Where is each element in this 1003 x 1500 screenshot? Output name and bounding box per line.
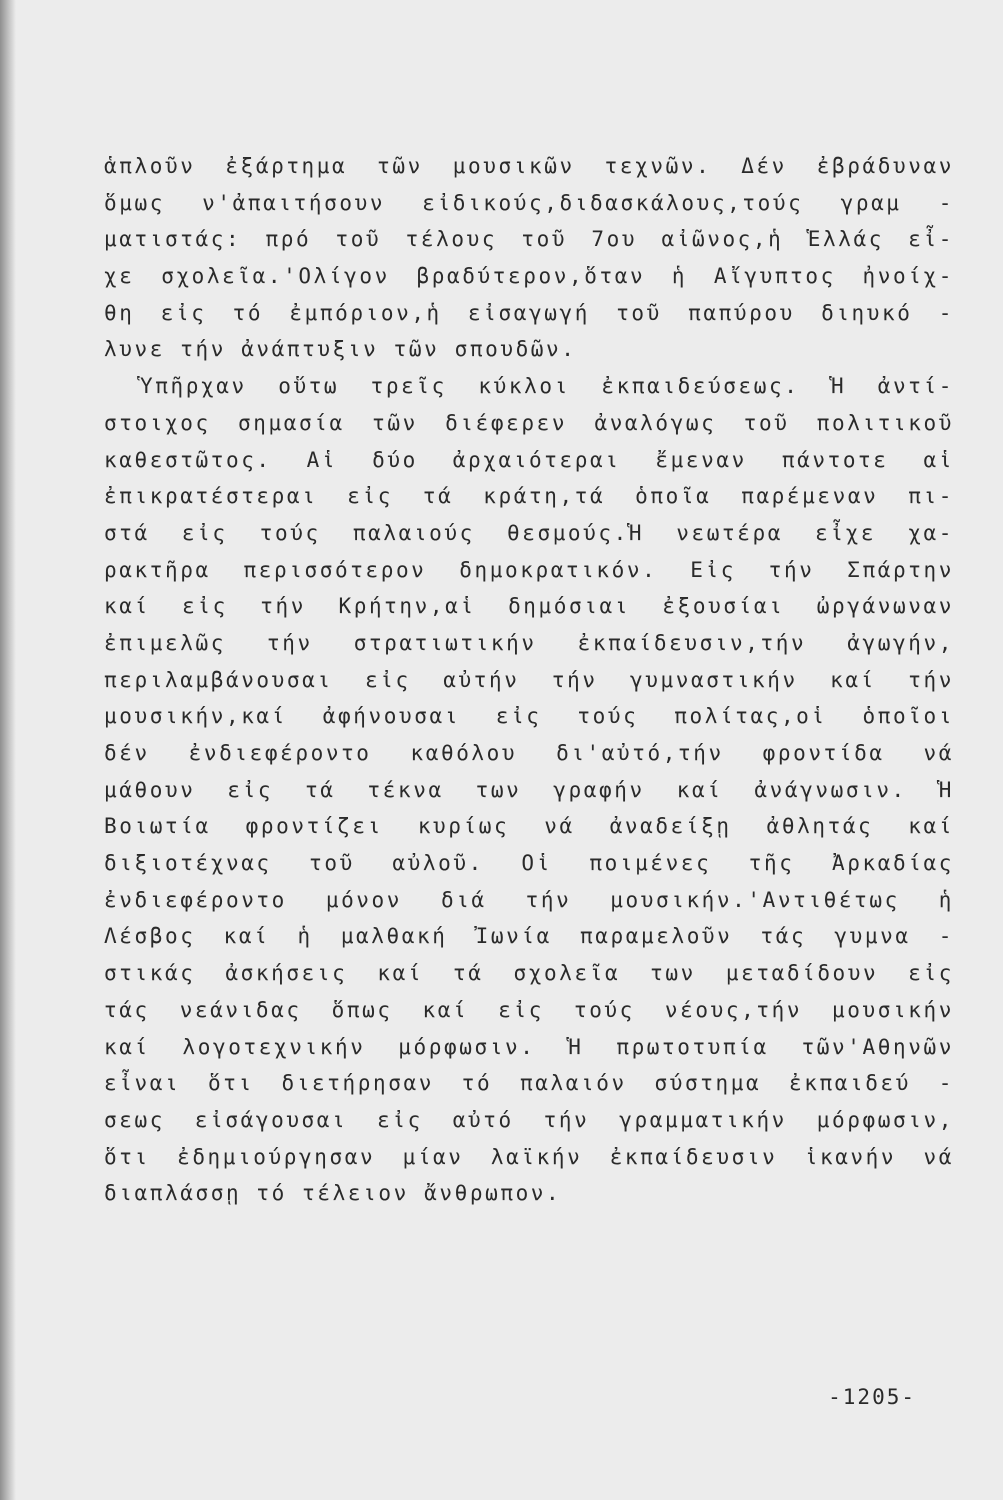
text-line: καί εἰς τήν Κρήτην,αἱ δημόσιαι ἐξουσίαι ὠργάνωναν [104,594,954,619]
text-line: δέν ἐνδιεφέροντο καθόλου δι'αὐτό,τήν φροντίδα νά [104,741,954,765]
text-line: τάς νεάνιδας ὅπως καί εἰς τούς νέους,τήν μουσικήν [104,997,954,1022]
page-edge-shadow [0,0,16,1500]
text-line: θη εἰς τό ἐμπόριον,ἡ εἰσαγωγή τοῦ παπύρου διηυκό - [104,300,954,325]
text-line: χε σχολεῖα.'Ολίγον βραδύτερον,ὅταν ἡ Αἴγυπτος ἠνοίχ- [104,264,954,289]
text-line: ὅτι ἐδημιούργησαν μίαν λαϊκήν ἐκπαίδευσιν ἱκανήν νά [104,1144,954,1169]
text-line: Βοιωτία φροντίζει κυρίως νά ἀναδείξῃ ἀθλητάς καί [104,814,954,839]
text-line: στικάς ἀσκήσεις καί τά σχολεῖα των μεταδίδουν εἰς [104,961,954,986]
text-line: σεως εἰσάγουσαι εἰς αὐτό τήν γραμματικήν μόρφωσιν, [104,1107,954,1132]
text-line: στά εἰς τούς παλαιούς θεσμούς.Ἡ νεωτέρα εἶχε χα- [104,520,954,545]
text-line: ἐπικρατέστεραι εἰς τά κράτη,τά ὁποῖα παρέμεναν πι- [104,484,954,509]
text-line: ἐπιμελῶς τήν στρατιωτικήν ἐκπαίδευσιν,τήν ἀγωγήν, [104,630,954,655]
text-line: καθεστῶτος. Αἱ δύο ἀρχαιότεραι ἔμεναν πάντοτε αἱ [104,447,954,472]
text-line: Λέσβος καί ἡ μαλθακή Ἰωνία παραμελοῦν τάς γυμνα - [104,924,954,949]
text-line: ἁπλοῦν ἐξάρτημα τῶν μουσικῶν τεχνῶν. Δέν ἐβράδυναν [104,154,954,178]
text-line: ματιστάς: πρό τοῦ τέλους τοῦ 7ου αἰῶνος,ἡ Ἑλλάς εἶ- [104,227,954,252]
text-line: ὅμως ν'ἀπαιτήσουν εἰδικούς,διδασκάλους,τούς γραμ - [104,190,954,215]
text-line: περιλαμβάνουσαι εἰς αὐτήν τήν γυμναστικήν καί τήν [104,667,954,692]
text-line: εἶναι ὅτι διετήρησαν τό παλαιόν σύστημα ἐκπαιδεύ - [104,1071,954,1096]
text-line: λυνε τήν ἀνάπτυξιν τῶν σπουδῶν. [104,337,577,362]
text-line: μάθουν εἰς τά τέκνα των γραφήν καί ἀνάγνωσιν. Ἡ [104,777,954,802]
text-line: ἐνδιεφέροντο μόνον διά τήν μουσικήν.'Αντιθέτως ἡ [104,887,954,912]
text-line: στοιχος σημασία τῶν διέφερεν ἀναλόγως τοῦ πολιτικοῦ [104,410,954,435]
body-text [104,148,954,1212]
text-line: διαπλάσσῃ τό τέλειον ἄνθρωπον. [104,1181,562,1206]
page-number: -1205- [828,1385,916,1409]
text-line: καί λογοτεχνικήν μόρφωσιν. Ἡ πρωτοτυπία τῶν'Αθηνῶν [104,1034,954,1059]
text-line: ρακτῆρα περισσότερον δημοκρατικόν. Εἰς τήν Σπάρτην [104,557,954,582]
text-line: μουσικήν,καί ἀφήνουσαι εἰς τούς πολίτας,οἱ ὁποῖοι [104,704,954,729]
text-line: Ὑπῆρχαν οὕτω τρεῖς κύκλοι ἐκπαιδεύσεως. Ἡ ἀντί- [140,374,954,399]
text-line: διξιοτέχνας τοῦ αὐλοῦ. Οἱ ποιμένες τῆς Ἀρκαδίας [104,851,954,876]
